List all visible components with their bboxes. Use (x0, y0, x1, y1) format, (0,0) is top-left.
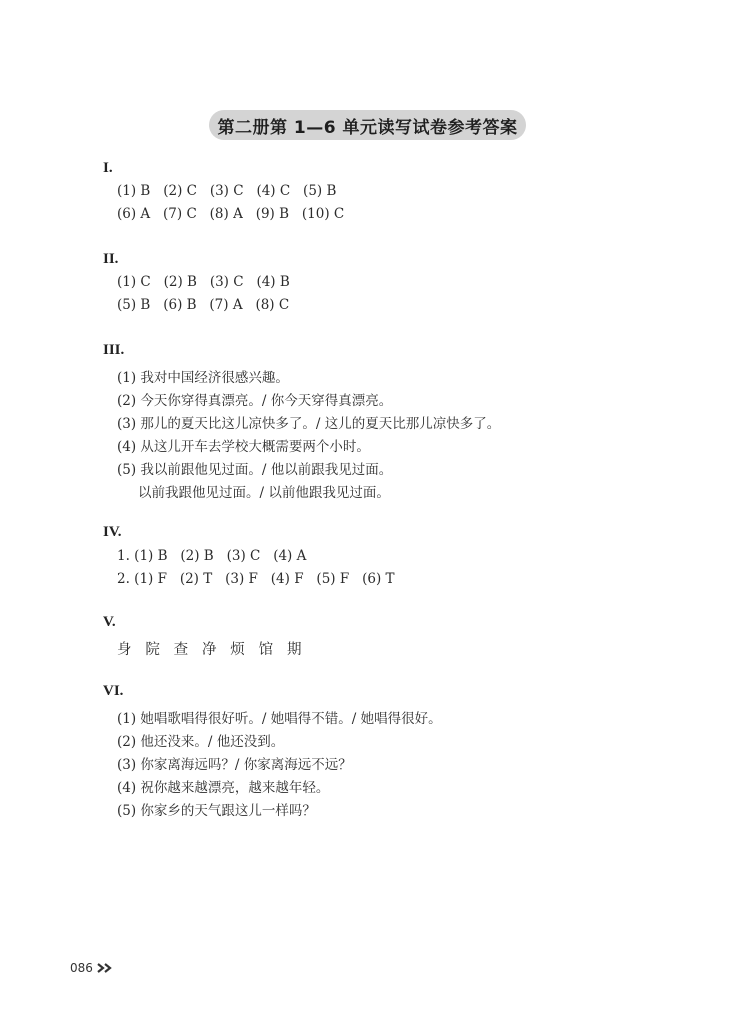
answer-line: (5) B (6) B (7) A (8) C (117, 297, 290, 313)
answer-line: (2) 今天你穿得真漂亮。/ 你今天穿得真漂亮。 (117, 393, 393, 409)
answer-line: (1) 我对中国经济很感兴趣。 (117, 370, 289, 386)
answer-line: (5) 我以前跟他见过面。/ 他以前跟我见过面。 (117, 462, 393, 478)
section-label-iv: IV. (103, 524, 122, 540)
section-label-vi: VI. (103, 683, 124, 699)
answer-line: (1) B (2) C (3) C (4) C (5) B (117, 183, 337, 199)
answer-line: (1) C (2) B (3) C (4) B (117, 274, 290, 290)
answer-line: (5) 你家乡的天气跟这儿一样吗？ (117, 803, 316, 819)
section-label-v: V. (103, 614, 116, 630)
answer-line: 1. (1) B (2) B (3) C (4) A (117, 548, 307, 564)
section-label-ii: II. (103, 251, 119, 267)
page-title: 第二册第 1—6 单元读写试卷参考答案 (209, 110, 526, 140)
answer-line: (4) 祝你越来越漂亮，越来越年轻。 (117, 780, 330, 796)
section-label-i: I. (103, 160, 113, 176)
answer-line: (3) 你家离海远吗？/ 你家离海远不远？ (117, 757, 352, 773)
section-label-iii: III. (103, 342, 125, 358)
page-number: 086 (70, 961, 93, 975)
answer-line: (1) 她唱歌唱得很好听。/ 她唱得不错。/ 她唱得很好。 (117, 711, 442, 727)
answer-line: 以前我跟他见过面。/ 以前他跟我见过面。 (138, 485, 390, 501)
answer-line: (4) 从这儿开车去学校大概需要两个小时。 (117, 439, 370, 455)
answer-line: 2. (1) F (2) T (3) F (4) F (5) F (6) T (117, 571, 395, 587)
answer-line: (6) A (7) C (8) A (9) B (10) C (117, 206, 345, 222)
page-footer (70, 961, 115, 975)
answer-line: (3) 那儿的夏天比这儿凉快多了。/ 这儿的夏天比那儿凉快多了。 (117, 416, 501, 432)
double-chevron-right-icon (97, 963, 115, 973)
answer-line: (2) 他还没来。/ 他还没到。 (117, 734, 285, 750)
answer-line: 身 院 查 净 烦 馆 期 (117, 642, 302, 658)
